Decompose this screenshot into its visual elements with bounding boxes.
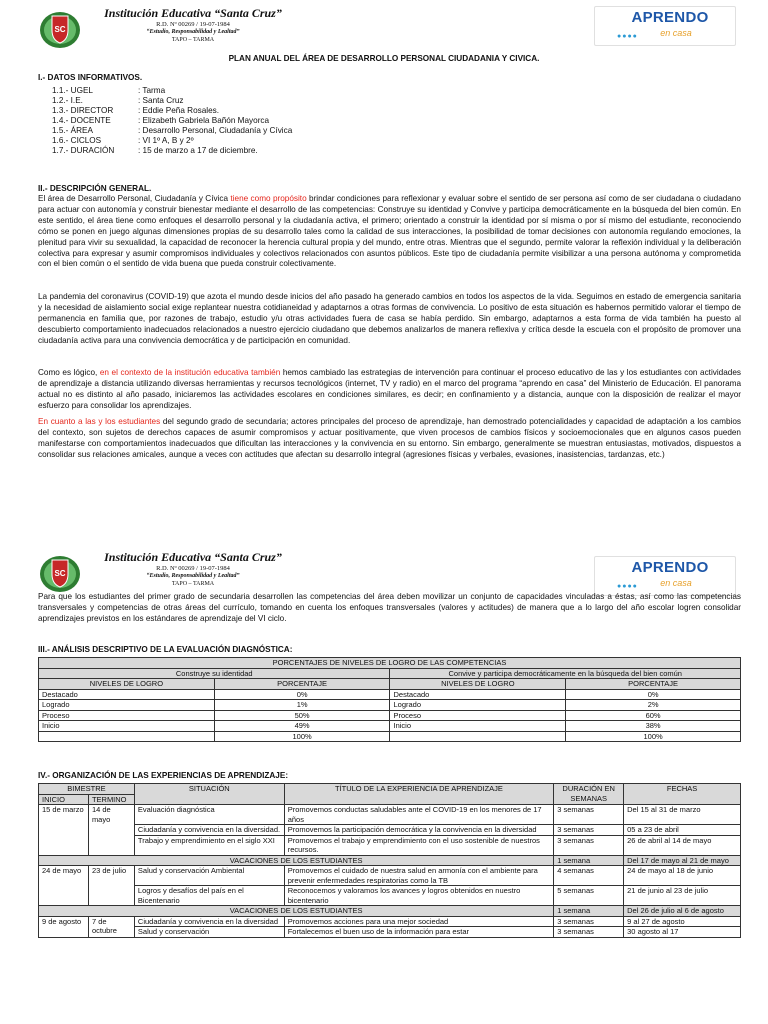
table-row: 24 de mayo 23 de julio Salud y conservación Ambiental Promovemos el cuidado de nuestra salud en armonía con el ambiente para prevenir enfermedades respiratorias como la TB 4 semanas 24 de mayo al 18 de junio	[39, 866, 741, 886]
crest-letters: SC	[54, 569, 66, 578]
resolution-number: R.D. Nº 00269 / 19-07-1984	[156, 565, 230, 572]
aprendo-en-casa-logo	[594, 6, 736, 46]
en-casa-text: en casa	[660, 28, 692, 38]
institution-motto: “Estudio, Responsabilidad y Lealtad”	[146, 573, 240, 579]
table-row: Ciudadanía y convivencia en la diversidad. Promovemos la participación democrática y la convivencia en la diversidad 3 semanas 05 a 23 de abril	[39, 825, 741, 836]
info-row: 1.7.- DURACIÓN : 15 de marzo a 17 de diciembre.	[52, 146, 258, 155]
aprendo-text: APRENDO	[631, 559, 709, 576]
table-row: Inicio 49% Inicio 38%	[39, 721, 741, 732]
crest-letters: SC	[54, 25, 66, 34]
institution-location: TAPO – TARMA	[171, 581, 215, 587]
start-header: INICIO	[39, 794, 89, 805]
institution-name: Institución Educativa “Santa Cruz”	[104, 550, 282, 564]
experiences-table	[38, 783, 741, 938]
table-row: Proceso 50% Proceso 60%	[39, 710, 741, 721]
section-4-heading: IV.- ORGANIZACIÓN DE LAS EXPERIENCIAS DE APRENDIZAJE:	[38, 771, 289, 780]
aprendo-en-casa-logo	[594, 556, 736, 596]
level-header: NIVELES DE LOGRO	[390, 679, 566, 690]
info-row: 1.1.- UGEL : Tarma	[52, 86, 166, 95]
bimester-header: BIMESTRE	[39, 784, 135, 795]
info-row: 1.4.- DOCENTE : Elizabeth Gabriela Bañón Mayorca	[52, 116, 270, 125]
info-row: 1.2.- I.E. : Santa Cruz	[52, 96, 184, 105]
institution-location: TAPO – TARMA	[171, 37, 215, 43]
competence-1-header: Construye su identidad	[39, 668, 390, 679]
percentage-header: PORCENTAJE	[566, 679, 741, 690]
duration-header: DURACIÓN EN SEMANAS	[554, 784, 624, 805]
page-header	[38, 550, 738, 594]
section-3-heading: III.- ANÁLISIS DESCRIPTIVO DE LA EVALUACIÓN DIAGNÓSTICA:	[38, 645, 293, 654]
institution-motto: “Estudio, Responsabilidad y Lealtad”	[146, 29, 240, 35]
institution-name: Institución Educativa “Santa Cruz”	[104, 6, 282, 20]
situation-header: SITUACIÓN	[134, 784, 284, 805]
table-row: 15 de marzo 14 de mayo Evaluación diagnóstica Promovemos conductas saludables ante el COVID-19 en los menores de 17 años 3 semanas Del 15 al 31 de marzo	[39, 805, 741, 825]
informative-data-list	[52, 86, 292, 156]
school-crest-icon	[38, 550, 82, 594]
section-1-heading: I.- DATOS INFORMATIVOS.	[38, 73, 143, 82]
diagnostic-table	[38, 657, 741, 742]
description-paragraph-2: La pandemia del coronavirus (COVID-19) que azota el mundo desde inicios del año pasado ha generado cambios en todos los aspectos de la vida. Seguimos en estado de emergencia sanitaria y la necesidad de aislamiento social exige replantear nuestra cotidianeidad y adaptarnos a otras formas de convivencia. Lo positivo de esta situación es habernos permitido valorar el tiempo de permanencia en familia que, por razones de trabajo, estudio y/u otras actividades fuera de casa se había perdido. Sin embargo, adaptarnos a esta forma de vida también ha puesto al descubierto comportamiento inadecuados relacionados a nuestro ejercicio ciudadano que debemos analizarlos de manera reflexiva y crítica desde la escuela con el propósito de promover una ciudadanía activa para una convivencia democrática y de participación en comunidad.	[38, 292, 741, 345]
description-paragraph-5: Para que los estudiantes del primer grado de secundaria desarrollen las competencias del área deben movilizar un conjunto de capacidades vinculadas a éstas, así como las competencias transversales y competencias de otras áreas del currículo, tomando en cuenta los enfoques transversales (valores y actitudes) de manera que a lo largo del año escolar logren consolidar aprendizajes previstos en los estándares de aprendizaje del VI ciclo.	[38, 592, 741, 623]
table-row: Logros y desafíos del país en el Bicentenario Reconocemos y valoramos los avances y logros obtenidos en nuestro bicentenario 5 semanas 21 de junio al 23 de julio	[39, 886, 741, 906]
description-paragraph-3: Como es lógico, en el contexto de la institución educativa también hemos cambiado las estrategias de intervención para continuar el proceso educativo de las y los estudiantes con actividades de aprendizaje a distancia utilizando diversas herramientas y recursos tecnológicos (internet, TV y radio) en el marco del programa “aprendo en casa” del Ministerio de Educación. El panorama actual no es distinto al año pasado, iniciaremos las actividades escolares en condiciones similares, es decir; en confinamiento y a distancia, aunque con la disposición de realizar el mayor esfuerzo para consolidar los aprendizajes.	[38, 368, 741, 410]
resolution-number: R.D. Nº 00269 / 19-07-1984	[156, 21, 230, 28]
percentage-header: PORCENTAJE	[214, 679, 390, 690]
level-header: NIVELES DE LOGRO	[39, 679, 215, 690]
en-casa-text: en casa	[660, 578, 692, 588]
dates-header: FECHAS	[624, 784, 741, 805]
info-row: 1.5.- ÁREA : Desarrollo Personal, Ciudadanía y Cívica	[52, 126, 293, 135]
end-header: TERMINO	[88, 794, 134, 805]
experience-title-header: TÍTULO DE LA EXPERIENCIA DE APRENDIZAJE	[284, 784, 554, 805]
document-title: PLAN ANUAL DEL ÁREA DE DESARROLLO PERSONAL CIUDADANIA Y CIVICA.	[228, 54, 540, 63]
page-header	[38, 6, 738, 50]
table-row: Destacado 0% Destacado 0%	[39, 689, 741, 700]
info-row: 1.6.- CICLOS : VI 1º A, B y 2º	[52, 136, 194, 145]
aprendo-text: APRENDO	[631, 9, 709, 26]
table-row: Logrado 1% Logrado 2%	[39, 700, 741, 711]
info-row: 1.3.- DIRECTOR : Eddie Peña Rosales.	[52, 106, 220, 115]
document-page-2	[0, 538, 768, 1024]
description-paragraph-1: El área de Desarrollo Personal, Ciudadanía y Cívica tiene como propósito brindar condiciones para reflexionar y evaluar sobre el sentido de ser persona así como de ser ciudadana o ciudadano para actuar con autonomía y construir bienestar mediante el desarrollo de las competencias: Construye su identidad y Convive y participa democráticamente en la búsqueda del bien común. En este sentido, el área tiene como enfoques el desarrollo personal y la ciudadanía activa, el primero; orientado a construir la identidad por sí misma o por sí mismo del estudiante, reconociendo cómo se ponen en juego algunas dimensiones propias de su desarrollo tales como la calidad de sus interacciones, la posibilidad de tomar decisiones con autonomía regulando emociones, la plenitud para vivir su sexualidad, la capacidad de reconocer la herencia cultural propia y del mundo, entre otras. Mientras que el segundo, permite valorar la reflexión individual y la deliberación colectiva para expresar y asumir compromisos individuales y colectivos relacionados con asuntos públicos. Este tipo de ciudadanía permite visibilizar a una persona autónoma y comprometida con el bien común o el sentido de vida buena que pueda construir colectivamente.	[38, 194, 741, 269]
vacation-row: VACACIONES DE LOS ESTUDIANTES 1 semana Del 26 de julio al 6 de agosto	[39, 906, 741, 917]
logo-dots-icon: ●●●●	[617, 583, 638, 590]
table-total-row: 100% 100%	[39, 731, 741, 742]
table-row: 9 de agosto 7 de octubre Ciudadanía y convivencia en la diversidad Promovemos acciones para una mejor sociedad 3 semanas 9 al 27 de agosto	[39, 916, 741, 927]
table-row: Salud y conservación Fortalecemos el buen uso de la información para estar 3 semanas 30 agosto al 17	[39, 927, 741, 938]
description-paragraph-4: En cuanto a las y los estudiantes del segundo grado de secundaria; actores principales del proceso de aprendizaje, han demostrado potencialidades y capacidad de adaptación a los cambios del contexto, son sujetos de derechos capaces de asumir compromisos y actuar positivamente, que viven procesos de cambios físicos y socioemocionales que en algunos casos pueden manifestarse con comportamientos inadecuados que dificultan las interacciones y la convivencia en su entorno. Sin embargo, generalmente se muestran entusiastas, motivados, dispuestos a consolidar sus relaciones amicales, aunque a veces con actitudes que afectan su desarrollo integral (agresiones físicas y verbales, evasiones, inasistencias, tardanzas, etc.)	[38, 417, 742, 459]
institution-block	[93, 6, 293, 44]
competence-2-header: Convive y participa democráticamente en la búsqueda del bien común	[390, 668, 741, 679]
diagnostic-table-title: PORCENTAJES DE NIVELES DE LOGRO DE LAS COMPETENCIAS	[39, 658, 741, 669]
logo-dots-icon: ●●●●	[617, 33, 638, 40]
table-row: Trabajo y emprendimiento en el siglo XXI Promovemos el trabajo y emprendimiento con el uso sostenible de nuestros recursos. 3 semanas 26 de abril al 14 de mayo	[39, 835, 741, 855]
vacation-row: VACACIONES DE LOS ESTUDIANTES 1 semana Del 17 de mayo al 21 de mayo	[39, 855, 741, 866]
school-crest-icon	[38, 6, 82, 50]
institution-block	[93, 550, 293, 588]
section-2-heading: II.- DESCRIPCIÓN GENERAL.	[38, 184, 152, 193]
